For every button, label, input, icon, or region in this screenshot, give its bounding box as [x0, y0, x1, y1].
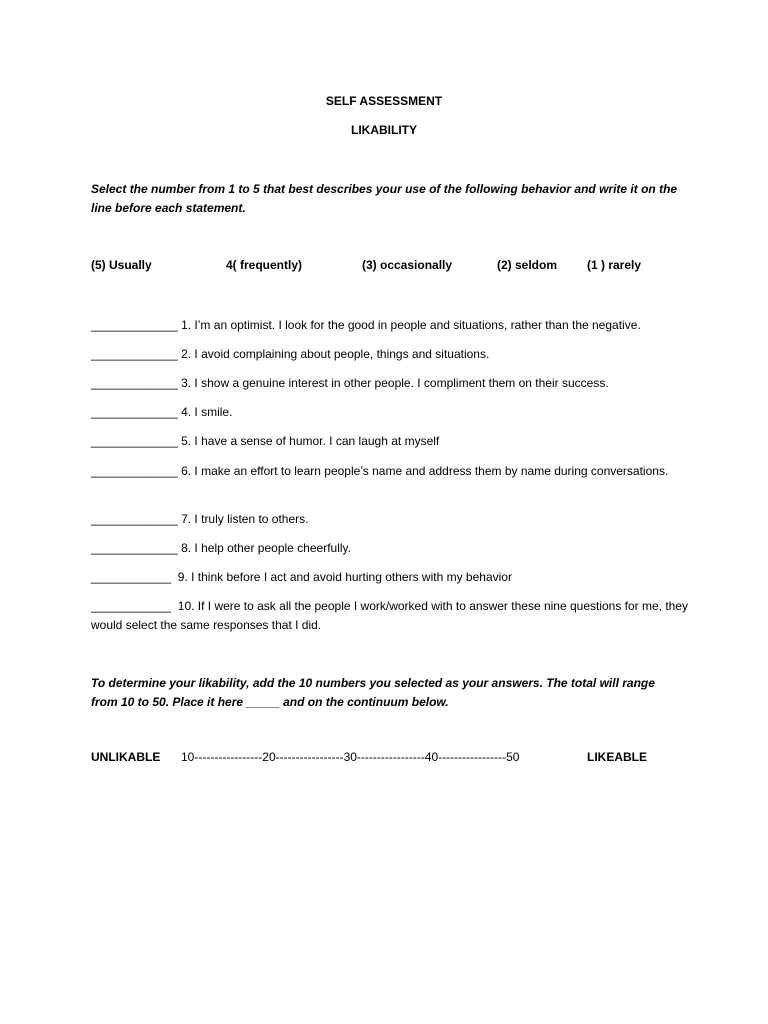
statement-text: 8. I help other people cheerfully. [181, 541, 351, 555]
answer-blank[interactable]: _____________ [91, 376, 182, 390]
scale-option-1: (1 ) rarely [587, 258, 642, 272]
continuum-line: 10-----------------20-----------------30-----------------40-----------------50 [181, 750, 520, 764]
statement-item [91, 510, 691, 529]
rating-scale [0, 258, 768, 278]
likability-continuum [0, 750, 768, 770]
document-title: SELF ASSESSMENT [325, 94, 443, 108]
statement-item [91, 597, 691, 635]
instructions: Select the number from 1 to 5 that best describes your use of the following behavior and write it on the line before each statement. [91, 182, 678, 215]
statement-text: 6. I make an effort to learn people’s name and address them by name during conversations. [181, 464, 669, 478]
statement-item [91, 568, 691, 587]
statement-item [91, 345, 691, 364]
answer-blank[interactable]: _____________ [91, 541, 182, 555]
continuum-left-label: UNLIKABLE [91, 750, 161, 764]
answer-blank[interactable]: _____________ [91, 464, 182, 478]
scale-option-3: (3) occasionally [362, 258, 453, 272]
answer-blank[interactable]: ____________ [91, 570, 178, 584]
statement-text: 1. I’m an optimist. I look for the good in people and situations, rather than the negative. [181, 318, 641, 332]
statement-item [91, 539, 691, 558]
answer-blank[interactable]: _____________ [91, 405, 182, 419]
statement-text: 5. I have a sense of humor. I can laugh at myself [181, 434, 440, 448]
scale-option-2: (2) seldom [497, 258, 558, 272]
statement-text: 2. I avoid complaining about people, things and situations. [181, 347, 490, 361]
statement-text: 7. I truly listen to others. [181, 512, 309, 526]
statement-item [91, 462, 691, 481]
answer-blank[interactable]: ____________ [91, 599, 178, 613]
statement-text: 10. If I were to ask all the people I work/worked with to answer these nine questions for me, they would select the same responses that I did. [91, 599, 689, 632]
statement-item [91, 432, 691, 451]
statement-text: 9. I think before I act and avoid hurting others with my behavior [177, 570, 512, 584]
answer-blank[interactable]: _____________ [91, 434, 182, 448]
statement-item [91, 403, 691, 422]
statement-item [91, 316, 691, 335]
continuum-right-label: LIKEABLE [587, 750, 647, 764]
statement-text: 4. I smile. [181, 405, 233, 419]
statement-item [91, 374, 691, 393]
answer-blank[interactable]: _____________ [91, 512, 182, 526]
statement-text: 3. I show a genuine interest in other people. I compliment them on their success. [181, 376, 609, 390]
scale-option-5: (5) Usually [91, 258, 152, 272]
answer-blank[interactable]: _____________ [91, 318, 182, 332]
closing-instructions: To determine your likability, add the 10 numbers you selected as your answers. The total will range from 10 to 50. Place it here _____ and on the continuum below. [91, 676, 655, 709]
scale-option-4: 4( frequently) [226, 258, 303, 272]
answer-blank[interactable]: _____________ [91, 347, 182, 361]
document-subtitle: LIKABILITY [351, 123, 417, 137]
